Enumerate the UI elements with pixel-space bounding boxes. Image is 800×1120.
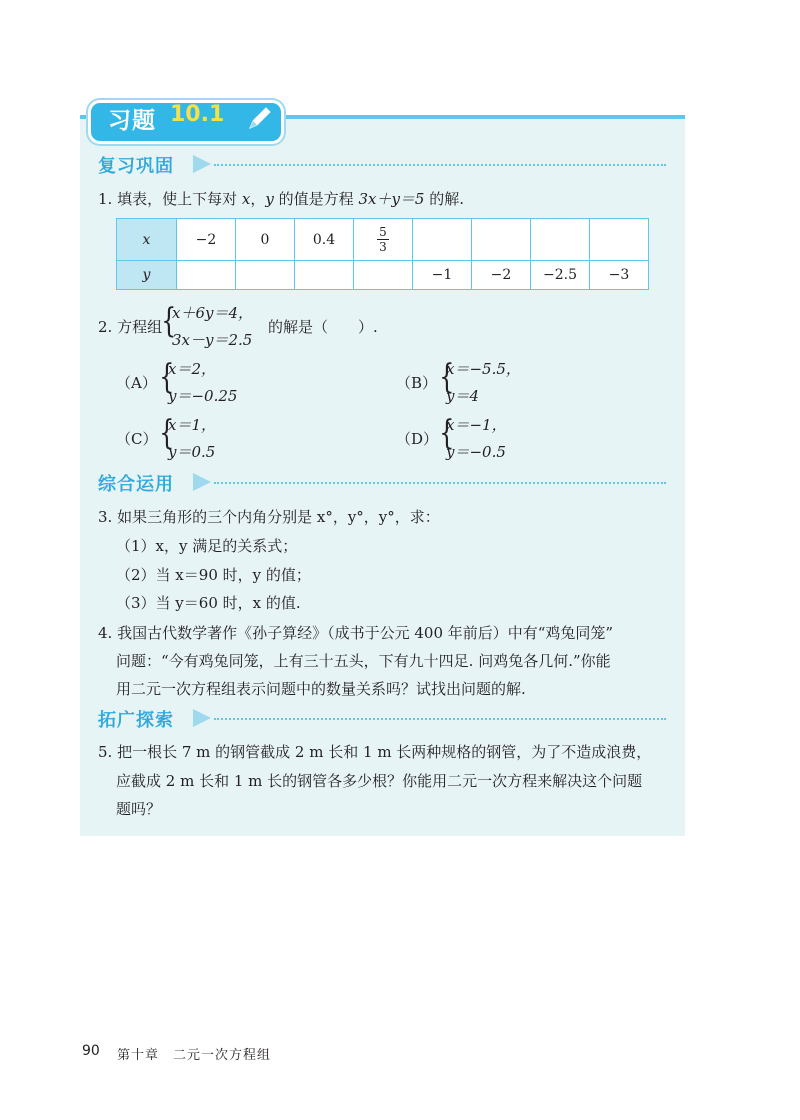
play-arrow-icon <box>193 155 211 173</box>
table-cell: −2 <box>472 261 531 290</box>
system-eq-2: 3x－y＝2.5 <box>172 331 253 349</box>
question-text: 的值是方程 <box>278 190 354 208</box>
question-5-line-3: 题吗？ <box>116 800 162 818</box>
comma: ， <box>250 190 266 208</box>
question-number: 5. <box>98 743 113 761</box>
chapter-title: 第十章 二元一次方程组 <box>117 1048 272 1063</box>
section-title: 拓广探索 <box>98 710 174 731</box>
option-b-label: （B） <box>396 374 438 392</box>
question-3-part-1: （1）x，y 满足的关系式； <box>116 537 298 555</box>
section-explore <box>98 706 668 732</box>
table-cell: −3 <box>590 261 649 290</box>
table-cell: 0 <box>236 219 295 261</box>
table-row-x <box>117 219 649 261</box>
fraction-numerator: 5 <box>379 225 387 239</box>
question-number: 2. <box>98 318 113 336</box>
option-b-line2: y＝4 <box>446 387 480 405</box>
table-cell: −2 <box>177 219 236 261</box>
question-4-line-3: 用二元一次方程组表示问题中的数量关系吗？试找出问题的解. <box>116 680 526 698</box>
section-title: 复习巩固 <box>98 156 174 177</box>
section-title: 综合运用 <box>98 474 174 495</box>
option-c-line2: y＝0.5 <box>168 443 216 461</box>
table-cell: 0.4 <box>295 219 354 261</box>
question-1 <box>98 188 464 210</box>
question-4-line-2: 问题：“今有鸡兔同笼，上有三十五头，下有九十四足. 问鸡兔各几何.”你能 <box>116 652 611 670</box>
option-d-line2: y＝−0.5 <box>446 443 506 461</box>
table-cell: −2.5 <box>531 261 590 290</box>
question-text: 我国古代数学著作《孙子算经》（成书于公元 400 年前后）中有“鸡兔同笼” <box>117 624 614 642</box>
option-a-label: （A） <box>116 374 157 392</box>
play-arrow-icon <box>193 709 211 727</box>
system-eq-1: x＋6y＝4， <box>172 304 254 322</box>
question-text: 把一根长 7 m 的钢管截成 2 m 长和 1 m 长两种规格的钢管，为了不造成浪费， <box>117 743 652 761</box>
option-a-line1: x＝2， <box>168 360 217 378</box>
play-arrow-icon <box>193 473 211 491</box>
question-5 <box>98 741 651 763</box>
question-text: 的解. <box>429 190 465 208</box>
question-3-part-3: （3）当 y＝60 时，x 的值. <box>116 594 301 612</box>
option-b-line1: x＝−5.5， <box>446 360 521 378</box>
table-cell <box>590 219 649 261</box>
table-cell <box>295 261 354 290</box>
table-cell <box>531 219 590 261</box>
question-number: 3. <box>98 508 113 526</box>
var-y: y <box>265 190 274 208</box>
option-c-label: （C） <box>116 430 158 448</box>
table-cell <box>236 261 295 290</box>
var-x: x <box>241 190 251 208</box>
pencil-icon <box>244 104 274 134</box>
dotted-divider <box>214 482 666 484</box>
exercise-number: 10.1 <box>170 102 225 127</box>
table-cell <box>472 219 531 261</box>
table-header-y: y <box>117 261 177 290</box>
brace: { <box>159 413 175 453</box>
page-number: 90 <box>82 1043 100 1059</box>
option-d-line1: x＝−1， <box>446 416 507 434</box>
question-3-part-2: （2）当 x＝90 时，y 的值； <box>116 566 311 584</box>
brace: { <box>439 357 455 397</box>
dotted-divider <box>214 718 666 720</box>
brace: { <box>439 413 455 453</box>
fraction-denominator: 3 <box>379 240 387 254</box>
question-text: 的解是（ ）. <box>268 318 378 336</box>
question-3 <box>98 506 440 528</box>
section-review <box>98 152 668 178</box>
table-header-x: x <box>117 219 177 261</box>
equation: 3x＋y＝5 <box>358 190 425 208</box>
question-4 <box>98 622 613 644</box>
table-cell: −1 <box>413 261 472 290</box>
option-c-line1: x＝1， <box>168 416 217 434</box>
brace: { <box>159 357 175 397</box>
question-5-line-2: 应截成 2 m 长和 1 m 长的钢管各多少根？你能用二元一次方程来解决这个问题 <box>116 772 643 790</box>
question-number: 1. <box>98 190 113 208</box>
question-text: 如果三角形的三个内角分别是 x°，y°，y°，求： <box>117 508 440 526</box>
option-a-line2: y＝−0.25 <box>168 387 238 405</box>
dotted-divider <box>214 164 666 166</box>
table-cell <box>413 219 472 261</box>
table-cell <box>177 261 236 290</box>
value-table <box>116 218 649 290</box>
question-text: 填表，使上下每对 <box>117 190 238 208</box>
exercise-title: 习题 <box>108 108 156 134</box>
question-number: 4. <box>98 624 113 642</box>
question-text: 方程组 <box>117 318 163 336</box>
table-cell-fraction <box>354 219 413 261</box>
section-apply <box>98 470 668 496</box>
brace: { <box>161 301 177 341</box>
option-d-label: （D） <box>396 430 439 448</box>
question-2-lead <box>98 316 162 338</box>
table-row-y <box>117 261 649 290</box>
fraction <box>377 225 389 254</box>
table-cell <box>354 261 413 290</box>
